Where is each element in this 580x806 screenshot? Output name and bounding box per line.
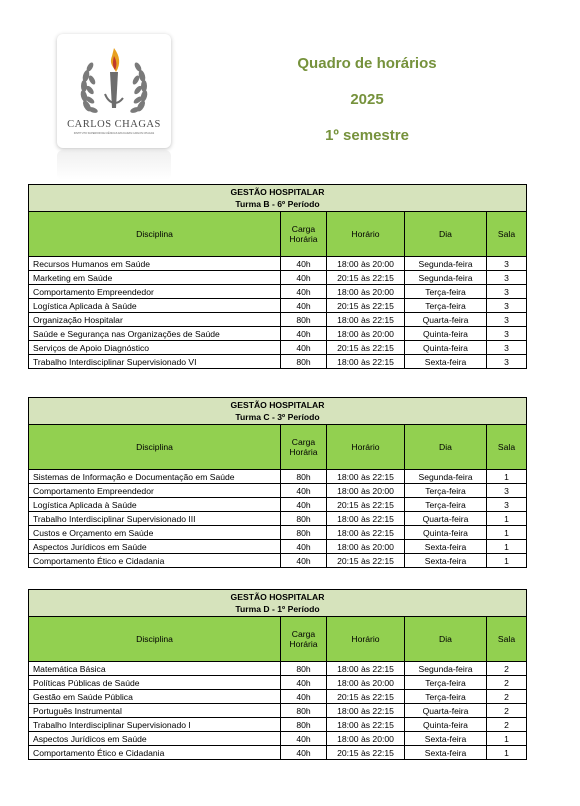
cell-carga: 40h [281,285,327,299]
cell-horario: 18:00 às 20:00 [327,327,405,341]
table-row [29,718,527,732]
col-disciplina: Disciplina [29,212,281,257]
cell-sala: 3 [487,271,527,285]
table-row [29,704,527,718]
col-dia: Dia [405,617,487,662]
cell-sala: 1 [487,746,527,760]
cell-dia: Sexta-feira [405,540,487,554]
cell-disciplina: Aspectos Jurídicos em Saúde [29,732,281,746]
cell-dia: Terça-feira [405,299,487,313]
cell-disciplina: Organização Hospitalar [29,313,281,327]
cell-sala: 1 [487,554,527,568]
schedule-table-turma-c [28,397,527,568]
cell-sala: 3 [487,355,527,369]
cell-sala: 2 [487,718,527,732]
cell-disciplina: Sistemas de Informação e Documentação em Saúde [29,470,281,484]
cell-carga: 80h [281,313,327,327]
table-row [29,554,527,568]
table-row [29,690,527,704]
table-header: GESTÃO HOSPITALAR Turma B - 6º Período [29,185,527,212]
table-row [29,540,527,554]
cell-dia: Sexta-feira [405,746,487,760]
table-row [29,355,527,369]
cell-carga: 40h [281,257,327,271]
table-row [29,470,527,484]
table-header: GESTÃO HOSPITALAR Turma C - 3º Período [29,398,527,425]
cell-dia: Quarta-feira [405,704,487,718]
cell-horario: 20:15 às 22:15 [327,690,405,704]
table-row [29,512,527,526]
schedule-table-turma-d [28,589,527,760]
cell-carga: 80h [281,355,327,369]
cell-horario: 18:00 às 22:15 [327,526,405,540]
cell-sala: 3 [487,257,527,271]
cell-sala: 1 [487,512,527,526]
col-carga: Carga Horária [281,425,327,470]
table-row [29,271,527,285]
cell-disciplina: Comportamento Empreendedor [29,484,281,498]
cell-horario: 18:00 às 20:00 [327,540,405,554]
cell-dia: Quarta-feira [405,313,487,327]
cell-disciplina: Serviços de Apoio Diagnóstico [29,341,281,355]
col-sala: Sala [487,617,527,662]
col-disciplina: Disciplina [29,617,281,662]
col-dia: Dia [405,212,487,257]
cell-horario: 18:00 às 20:00 [327,285,405,299]
table-row [29,676,527,690]
cell-sala: 2 [487,704,527,718]
cell-sala: 3 [487,285,527,299]
cell-dia: Quinta-feira [405,526,487,540]
cell-disciplina: Comportamento Ético e Cidadania [29,554,281,568]
cell-disciplina: Gestão em Saúde Pública [29,690,281,704]
cell-carga: 40h [281,676,327,690]
cell-carga: 80h [281,512,327,526]
cell-disciplina: Português Instrumental [29,704,281,718]
cell-horario: 20:15 às 22:15 [327,341,405,355]
cell-dia: Segunda-feira [405,271,487,285]
cell-horario: 18:00 às 22:15 [327,512,405,526]
cell-sala: 1 [487,526,527,540]
cell-sala: 1 [487,470,527,484]
cell-disciplina: Comportamento Ético e Cidadania [29,746,281,760]
cell-horario: 18:00 às 22:15 [327,313,405,327]
cell-dia: Sexta-feira [405,355,487,369]
institution-logo [57,34,171,148]
cell-carga: 40h [281,746,327,760]
cell-disciplina: Políticas Públicas de Saúde [29,676,281,690]
cell-sala: 3 [487,299,527,313]
schedule-table-turma-b [28,184,527,369]
col-horario: Horário [327,212,405,257]
table-row [29,327,527,341]
cell-disciplina: Custos e Orçamento em Saúde [29,526,281,540]
cell-horario: 18:00 às 22:15 [327,718,405,732]
cell-disciplina: Trabalho Interdisciplinar Supervisionado III [29,512,281,526]
col-sala: Sala [487,425,527,470]
cell-dia: Quinta-feira [405,341,487,355]
logo-subtitle: INSTITUTO SUPERIOR DE CIÊNCIAS APLICADAS CARLOS CHAGAS [73,132,155,135]
cell-carga: 40h [281,484,327,498]
table-row [29,257,527,271]
cell-sala: 3 [487,498,527,512]
cell-sala: 3 [487,341,527,355]
cell-horario: 20:15 às 22:15 [327,299,405,313]
cell-horario: 18:00 às 20:00 [327,676,405,690]
cell-carga: 40h [281,327,327,341]
title-line-2: 2025 [350,91,384,108]
cell-carga: 80h [281,704,327,718]
table-row [29,285,527,299]
cell-disciplina: Recursos Humanos em Saúde [29,257,281,271]
cell-disciplina: Aspectos Jurídicos em Saúde [29,540,281,554]
cell-dia: Sexta-feira [405,554,487,568]
cell-horario: 20:15 às 22:15 [327,271,405,285]
cell-dia: Quinta-feira [405,327,487,341]
cell-carga: 40h [281,271,327,285]
cell-carga: 40h [281,299,327,313]
cell-horario: 18:00 às 20:00 [327,484,405,498]
laurel-torch-icon [57,34,171,148]
cell-disciplina: Marketing em Saúde [29,271,281,285]
cell-carga: 80h [281,662,327,676]
cell-horario: 18:00 às 22:15 [327,470,405,484]
cell-disciplina: Logística Aplicada à Saúde [29,299,281,313]
col-carga: Carga Horária [281,212,327,257]
table-header: GESTÃO HOSPITALAR Turma D - 1º Período [29,590,527,617]
cell-carga: 40h [281,540,327,554]
cell-dia: Segunda-feira [405,662,487,676]
cell-disciplina: Comportamento Empreendedor [29,285,281,299]
col-dia: Dia [405,425,487,470]
title-line-3: 1º semestre [325,127,409,144]
table-row [29,299,527,313]
col-carga: Carga Horária [281,617,327,662]
cell-sala: 3 [487,484,527,498]
table-row [29,746,527,760]
cell-dia: Quarta-feira [405,512,487,526]
cell-carga: 40h [281,341,327,355]
table-row [29,732,527,746]
cell-dia: Segunda-feira [405,470,487,484]
col-horario: Horário [327,617,405,662]
cell-dia: Terça-feira [405,285,487,299]
title-line-1: Quadro de horários [297,55,437,72]
cell-sala: 3 [487,313,527,327]
logo-name: CARLOS CHAGAS [67,119,161,130]
table-row [29,498,527,512]
cell-horario: 20:15 às 22:15 [327,746,405,760]
cell-dia: Terça-feira [405,498,487,512]
cell-sala: 3 [487,327,527,341]
cell-dia: Quinta-feira [405,718,487,732]
cell-horario: 20:15 às 22:15 [327,498,405,512]
table-row [29,662,527,676]
cell-dia: Segunda-feira [405,257,487,271]
cell-disciplina: Matemática Básica [29,662,281,676]
cell-disciplina: Saúde e Segurança nas Organizações de Saúde [29,327,281,341]
table-row [29,484,527,498]
cell-sala: 1 [487,732,527,746]
cell-carga: 40h [281,732,327,746]
cell-horario: 18:00 às 22:15 [327,355,405,369]
cell-sala: 1 [487,540,527,554]
cell-carga: 40h [281,554,327,568]
cell-dia: Terça-feira [405,690,487,704]
cell-horario: 18:00 às 20:00 [327,732,405,746]
cell-disciplina: Trabalho Interdisciplinar Supervisionado VI [29,355,281,369]
page-title [270,54,464,162]
cell-carga: 80h [281,718,327,732]
col-horario: Horário [327,425,405,470]
table-row [29,313,527,327]
cell-horario: 18:00 às 20:00 [327,257,405,271]
cell-carga: 40h [281,690,327,704]
cell-dia: Sexta-feira [405,732,487,746]
table-row [29,526,527,540]
cell-horario: 20:15 às 22:15 [327,554,405,568]
cell-carga: 40h [281,498,327,512]
cell-disciplina: Trabalho Interdisciplinar Supervisionado I [29,718,281,732]
cell-carga: 80h [281,526,327,540]
cell-sala: 2 [487,690,527,704]
cell-sala: 2 [487,676,527,690]
cell-horario: 18:00 às 22:15 [327,704,405,718]
cell-dia: Terça-feira [405,676,487,690]
cell-dia: Terça-feira [405,484,487,498]
table-row [29,341,527,355]
cell-disciplina: Logística Aplicada à Saúde [29,498,281,512]
cell-carga: 80h [281,470,327,484]
cell-sala: 2 [487,662,527,676]
col-sala: Sala [487,212,527,257]
col-disciplina: Disciplina [29,425,281,470]
cell-horario: 18:00 às 22:15 [327,662,405,676]
logo-reflection [57,150,171,180]
